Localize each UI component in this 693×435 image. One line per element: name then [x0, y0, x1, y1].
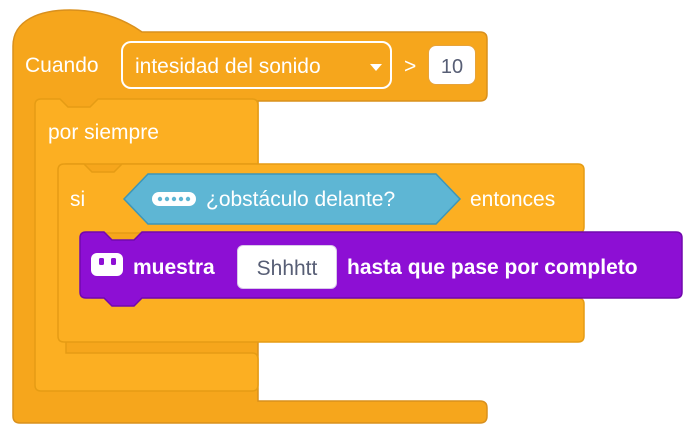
display-text-input[interactable]: [237, 245, 337, 289]
display-text-value: Shhhtt: [256, 257, 318, 280]
then-label: entonces: [470, 188, 556, 211]
dotted-sensor-icon: [152, 192, 196, 206]
hat-label: Cuando: [25, 54, 99, 77]
show-label: muestra: [133, 256, 215, 279]
threshold-value: 10: [440, 56, 464, 78]
until-label: hasta que pase por completo: [347, 256, 638, 279]
if-label: si: [70, 188, 86, 211]
condition-label: ¿obstáculo delante?: [206, 188, 396, 211]
sensor-dropdown[interactable]: [121, 41, 392, 89]
sensor-dropdown-value: intesidad del sonido: [135, 55, 321, 78]
caret-down-icon: [370, 64, 382, 71]
threshold-input[interactable]: [428, 45, 476, 85]
forever-label: por siempre: [48, 121, 159, 144]
robot-face-icon: [91, 253, 123, 276]
operator-label: >: [404, 55, 417, 78]
